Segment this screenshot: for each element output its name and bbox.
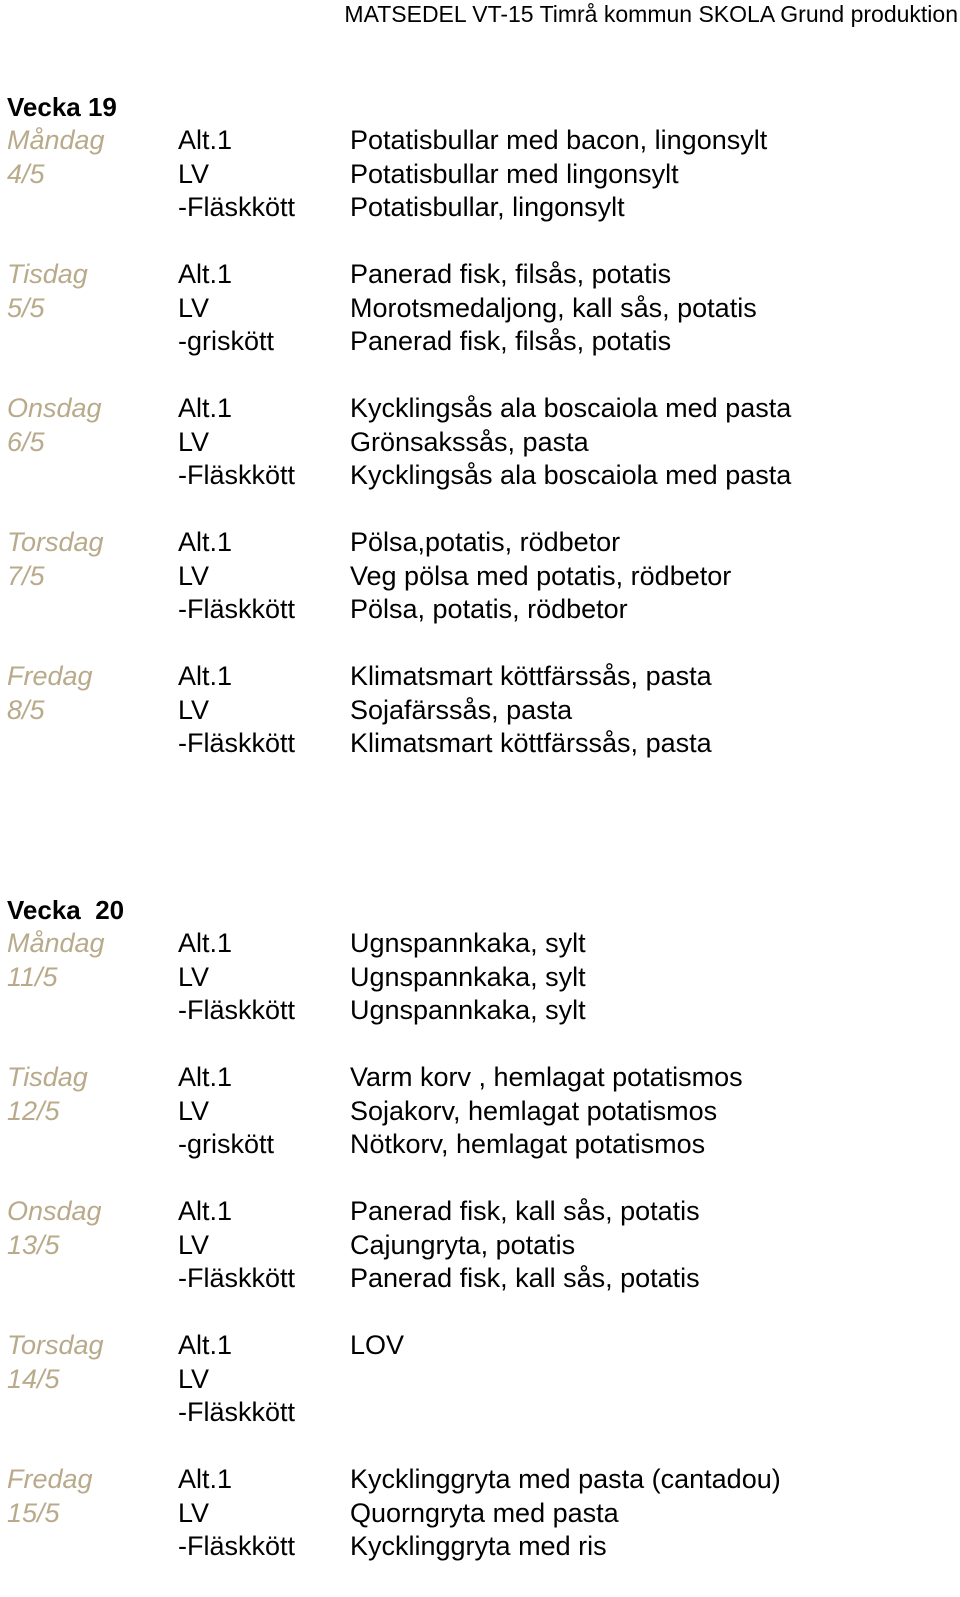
day-date: 15/5 xyxy=(7,1497,60,1528)
dish: Quorngryta med pasta xyxy=(350,1497,619,1528)
menu-row xyxy=(7,927,957,961)
menu-row xyxy=(7,1497,957,1531)
menu-row xyxy=(7,1329,957,1363)
dish: Pölsa,potatis, rödbetor xyxy=(350,527,621,557)
day-name: Tisdag xyxy=(7,259,88,289)
menu-row xyxy=(7,560,957,594)
dish: Kycklinggryta med ris xyxy=(350,1531,607,1561)
day-name: Fredag xyxy=(7,661,93,691)
day-group xyxy=(7,392,957,493)
meal-type: Alt.1 xyxy=(178,1062,233,1092)
meal-type: LV xyxy=(178,292,210,323)
day-date: 14/5 xyxy=(7,1363,60,1394)
day-name: Onsdag xyxy=(7,1196,102,1226)
dish: Kycklingsås ala boscaiola med pasta xyxy=(350,393,792,423)
day-group xyxy=(7,660,957,761)
meal-type: -griskött xyxy=(178,326,275,356)
dish: Nötkorv, hemlagat potatismos xyxy=(350,1129,706,1159)
meal-type: Alt.1 xyxy=(178,527,233,557)
dish: Klimatsmart köttfärssås, pasta xyxy=(350,661,712,691)
menu-row xyxy=(7,526,957,560)
dish: Panerad fisk, kall sås, potatis xyxy=(350,1263,700,1293)
meal-type: -Fläskkött xyxy=(178,1397,296,1427)
meal-type: -Fläskkött xyxy=(178,192,296,222)
day-group xyxy=(7,1329,957,1430)
meal-type: Alt.1 xyxy=(178,928,233,958)
menu-row xyxy=(7,1463,957,1497)
menu-row xyxy=(7,694,957,728)
meal-type: -Fläskkött xyxy=(178,728,296,758)
menu-row xyxy=(7,1363,957,1397)
menu-row xyxy=(7,124,957,158)
meal-type: LV xyxy=(178,426,210,457)
menu-row xyxy=(7,727,957,761)
dish: Sojafärssås, pasta xyxy=(350,694,573,725)
menu-row xyxy=(7,1262,957,1296)
day-name: Onsdag xyxy=(7,393,102,423)
menu-row xyxy=(7,258,957,292)
menu-row xyxy=(7,158,957,192)
week-title: Vecka 19 xyxy=(7,92,117,122)
dish: Varm korv , hemlagat potatismos xyxy=(350,1062,743,1092)
day-date: 4/5 xyxy=(7,158,45,189)
day-group xyxy=(7,258,957,359)
meal-type: -Fläskkött xyxy=(178,995,296,1025)
menu-row xyxy=(7,191,957,225)
dish: Kycklingsås ala boscaiola med pasta xyxy=(350,460,792,490)
meal-type: Alt.1 xyxy=(178,1330,233,1360)
meal-type: -Fläskkött xyxy=(178,460,296,490)
meal-type: -Fläskkött xyxy=(178,1531,296,1561)
day-name: Tisdag xyxy=(7,1062,88,1092)
day-date: 7/5 xyxy=(7,560,45,591)
meal-type: -Fläskkött xyxy=(178,1263,296,1293)
menu-row xyxy=(7,292,957,326)
menu-row xyxy=(7,1396,957,1430)
meal-type: LV xyxy=(178,560,210,591)
meal-type: Alt.1 xyxy=(178,1196,233,1226)
meal-type: -griskött xyxy=(178,1129,275,1159)
meal-type: Alt.1 xyxy=(178,1464,233,1494)
dish: Potatisbullar med lingonsylt xyxy=(350,158,679,189)
dish: Potatisbullar, lingonsylt xyxy=(350,192,625,222)
menu-row xyxy=(7,1229,957,1263)
day-group xyxy=(7,124,957,225)
day-name: Måndag xyxy=(7,928,105,958)
day-date: 8/5 xyxy=(7,694,45,725)
menu-row xyxy=(7,660,957,694)
menu-row xyxy=(7,1195,957,1229)
meal-type: LV xyxy=(178,961,210,992)
menu-row xyxy=(7,961,957,995)
dish: Panerad fisk, filsås, potatis xyxy=(350,259,672,289)
week-section xyxy=(7,893,957,1597)
meal-type: -Fläskkött xyxy=(178,594,296,624)
dish: Panerad fisk, filsås, potatis xyxy=(350,326,672,356)
menu-row xyxy=(7,1095,957,1129)
day-group xyxy=(7,927,957,1028)
menu-row xyxy=(7,1128,957,1162)
menu-row xyxy=(7,994,957,1028)
dish: LOV xyxy=(350,1330,405,1360)
dish: Ugnspannkaka, sylt xyxy=(350,995,586,1025)
meal-type: LV xyxy=(178,1095,210,1126)
day-name: Torsdag xyxy=(7,527,104,557)
day-date: 6/5 xyxy=(7,426,45,457)
dish: Veg pölsa med potatis, rödbetor xyxy=(350,560,732,591)
menu-row xyxy=(7,1061,957,1095)
menu-row xyxy=(7,593,957,627)
day-date: 11/5 xyxy=(7,961,58,992)
meal-type: Alt.1 xyxy=(178,259,233,289)
menu-row xyxy=(7,392,957,426)
menu-row xyxy=(7,325,957,359)
meal-type: LV xyxy=(178,694,210,725)
day-date: 12/5 xyxy=(7,1095,60,1126)
day-group xyxy=(7,1195,957,1296)
meal-type: Alt.1 xyxy=(178,125,233,155)
day-date: 13/5 xyxy=(7,1229,60,1260)
menu-row xyxy=(7,1530,957,1564)
day-name: Måndag xyxy=(7,125,105,155)
dish: Morotsmedaljong, kall sås, potatis xyxy=(350,292,757,323)
day-date: 5/5 xyxy=(7,292,45,323)
day-group xyxy=(7,526,957,627)
dish: Panerad fisk, kall sås, potatis xyxy=(350,1196,700,1226)
meal-type: LV xyxy=(178,158,210,189)
meal-type: LV xyxy=(178,1363,210,1394)
dish: Potatisbullar med bacon, lingonsylt xyxy=(350,125,768,155)
menu-row xyxy=(7,459,957,493)
dish: Sojakorv, hemlagat potatismos xyxy=(350,1095,718,1126)
week-section xyxy=(7,90,957,794)
day-name: Torsdag xyxy=(7,1330,104,1360)
dish: Ugnspannkaka, sylt xyxy=(350,928,586,958)
meal-type: Alt.1 xyxy=(178,393,233,423)
meal-type: LV xyxy=(178,1229,210,1260)
document-header: MATSEDEL VT-15 Timrå kommun SKOLA Grund produktion xyxy=(344,1,958,27)
day-name: Fredag xyxy=(7,1464,93,1494)
menu-row xyxy=(7,426,957,460)
dish: Ugnspannkaka, sylt xyxy=(350,961,586,992)
dish: Klimatsmart köttfärssås, pasta xyxy=(350,728,712,758)
meal-type: Alt.1 xyxy=(178,661,233,691)
day-group xyxy=(7,1463,957,1564)
dish: Grönsakssås, pasta xyxy=(350,426,589,457)
meal-type: LV xyxy=(178,1497,210,1528)
week-title: Vecka 20 xyxy=(7,895,125,925)
day-group xyxy=(7,1061,957,1162)
dish: Cajungryta, potatis xyxy=(350,1229,576,1260)
dish: Pölsa, potatis, rödbetor xyxy=(350,594,628,624)
dish: Kycklinggryta med pasta (cantadou) xyxy=(350,1464,781,1494)
